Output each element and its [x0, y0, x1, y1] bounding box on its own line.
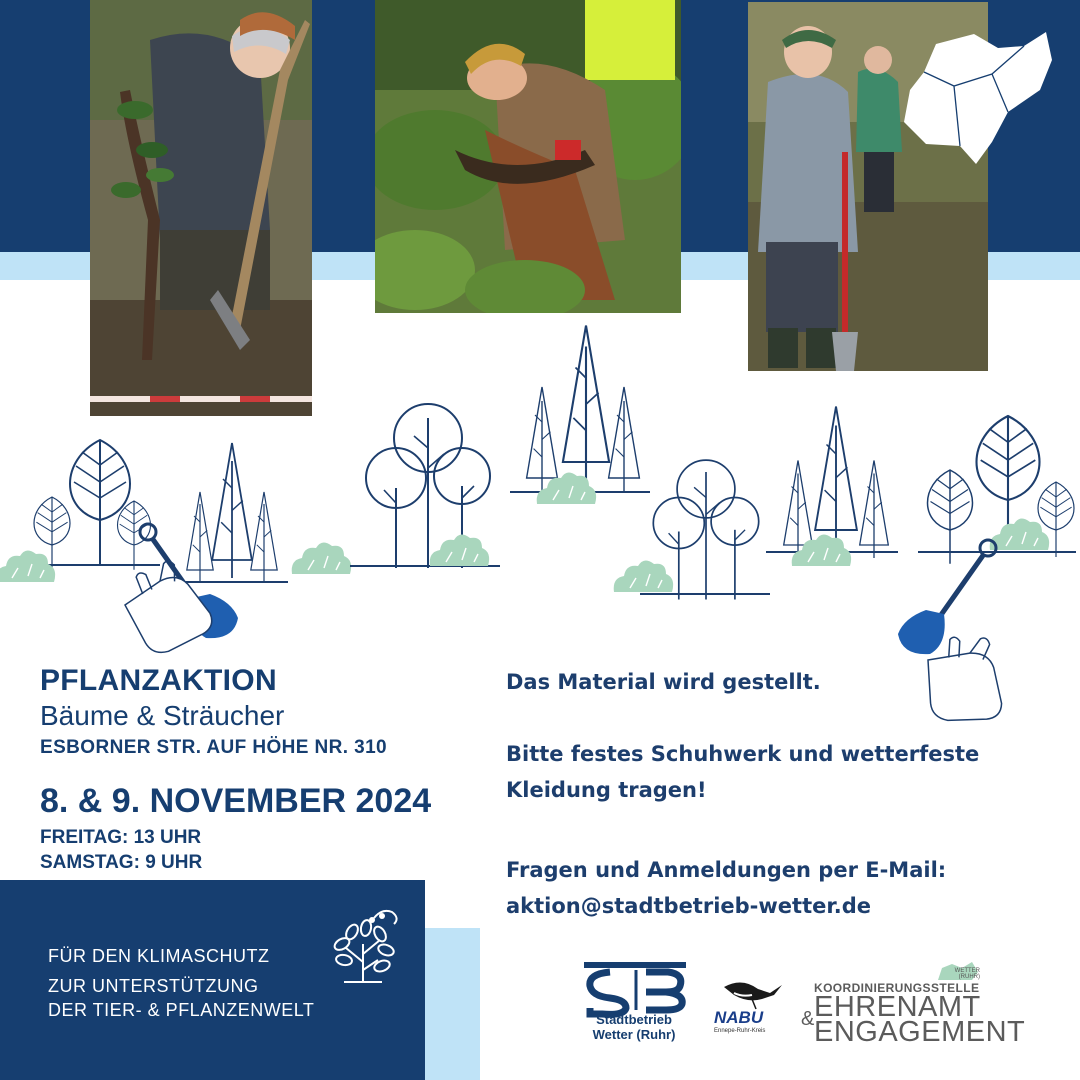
event-time-friday: FREITAG: 13 UHR: [40, 827, 202, 848]
claim-line: ZUR UNTERSTÜTZUNG: [48, 976, 259, 996]
event-location: ESBORNER STR. AUF HÖHE NR. 310: [40, 737, 388, 758]
district-map-icon: [896, 20, 1056, 180]
koord-title: KOORDINIERUNGSSTELLE: [814, 981, 980, 995]
info-clothing-line2: Kleidung tragen!: [506, 778, 707, 802]
nabu-region: Ennepe-Ruhr-Kreis: [714, 1028, 766, 1034]
koord-word-engagement: ENGAGEMENT: [814, 1016, 1026, 1048]
event-subtitle: Bäume & Sträucher: [40, 700, 285, 731]
sprout-icon: [322, 904, 404, 986]
info-clothing-line1: Bitte festes Schuhwerk und wetterfeste: [506, 742, 980, 766]
koord-region: WETTER (RUHR): [954, 968, 980, 980]
koord-word-ehrenamt: EHRENAMT: [814, 991, 981, 1023]
photo-volunteer-with-shrubs: [375, 0, 681, 313]
info-contact-label: Fragen und Anmeldungen per E-Mail:: [506, 858, 947, 882]
claim-line: FÜR DEN KLIMASCHUTZ: [48, 946, 270, 966]
event-date: 8. & 9. NOVEMBER 2024: [40, 782, 432, 820]
event-time-saturday: SAMSTAG: 9 UHR: [40, 852, 203, 873]
claim-box-accent: [425, 928, 480, 1080]
koord-ampersand: &: [801, 1008, 815, 1030]
info-email-link[interactable]: aktion@stadtbetrieb-wetter.de: [506, 894, 871, 918]
nabu-name: NABU: [714, 1008, 764, 1027]
stadtbetrieb-name: Stadtbetrieb Wetter (Ruhr): [592, 1012, 676, 1042]
info-material: Das Material wird gestellt.: [506, 670, 821, 694]
event-title: PFLANZAKTION: [40, 664, 277, 697]
claim-line: DER TIER- & PFLANZENWELT: [48, 1000, 315, 1020]
